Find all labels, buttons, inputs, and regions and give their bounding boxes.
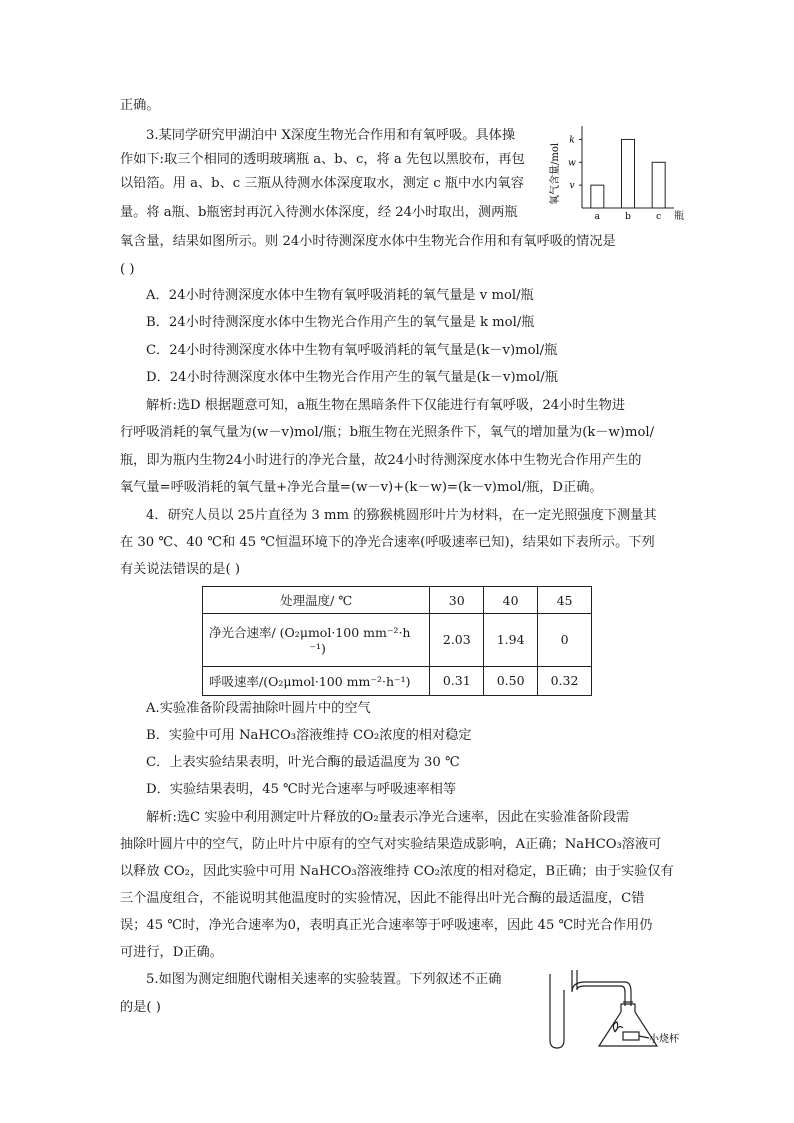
table-header-row	[203, 587, 592, 614]
explanation-text: 抽除叶圆片中的空气，防止叶片中原有的空气对实验结果造成影响，A正确；NaHCO₃溶液可	[120, 837, 662, 852]
question-4-stem: 4．研究人员以 25片直径为 3 mm 的猕猴桃圆形叶片为材料，在一定光照强度下测量其	[146, 508, 657, 523]
data-table	[202, 586, 592, 696]
table-row-label: 呼吸速率/(O₂μmol·100 mm⁻²·h⁻¹)	[203, 666, 430, 695]
y-tick-label: w	[568, 158, 576, 169]
table-cell: 1.94	[484, 614, 538, 666]
connecting-tube	[577, 970, 625, 1006]
option-d: D．实验结果表明，45 ℃时光合速率与呼吸速率相等	[146, 782, 457, 797]
explanation-text: 三个温度组合，不能说明其他温度时的实验情况，因此不能得出叶光合酶的最适温度，C错	[120, 891, 645, 906]
explanation-text: 瓶，即为瓶内生物24小时进行的净光合量，故24小时待测深度水体中生物光合作用产生的	[120, 453, 642, 468]
question-5-stem: 5.如图为测定细胞代谢相关速率的实验装置。下列叙述不正确	[146, 972, 502, 987]
option-b: B．24小时待测深度水体中生物光合作用产生的氧气量是 k mol/瓶	[146, 315, 535, 330]
table-row-label	[203, 614, 430, 666]
x-tick-label: a	[594, 212, 601, 222]
answer-blank: ( )	[120, 262, 135, 277]
leaf-sample	[613, 1022, 623, 1032]
y-tick-label: v	[569, 181, 575, 192]
small-beaker-label: 小烧杯	[649, 1034, 679, 1045]
connecting-tube-outer	[572, 970, 631, 1006]
row-label-line: 净光合速率/ (O₂μmol·100 mm⁻²·h	[209, 625, 411, 641]
bar-a	[591, 185, 604, 208]
apparatus-figure	[545, 962, 695, 1058]
text-line: 氧含量，结果如图所示。则 24小时待测深度水体中生物光合作用和有氧呼吸的情况是	[120, 234, 616, 249]
option-a: A．24小时待测深度水体中生物有氧呼吸消耗的氧气量是 v mol/瓶	[146, 288, 534, 303]
explanation-text: 行呼吸消耗的氧气量为(w－v)mol/瓶；b瓶生物在光照条件下，氧气的增加量为(k－w)mol/	[120, 425, 655, 440]
table-header-cell: 处理温度/ ℃	[203, 587, 430, 614]
text-line: 有关说法错误的是( )	[120, 562, 240, 577]
text-line: 以铅箔。用 a、b、c 三瓶从待测水体深度取水，测定 c 瓶中水内氧容	[120, 176, 524, 191]
text-line: 的是( )	[120, 1000, 161, 1015]
label-pointer	[639, 1036, 649, 1038]
table-cell: 0.31	[430, 666, 484, 695]
table-cell: 2.03	[430, 614, 484, 666]
text-line: 在 30 ℃、40 ℃和 45 ℃恒温环境下的净光合速率(呼吸速率已知)，结果如下表所示。下列	[120, 535, 655, 550]
table-header-cell: 30	[430, 587, 484, 614]
y-axis-label: 氧气含量/mol	[550, 142, 561, 206]
table-row	[203, 666, 592, 695]
explanation-text: 氧气量=呼吸消耗的氧气量+净光合量=(w－v)+(k－w)=(k－v)mol/瓶，D正确。	[120, 480, 603, 495]
explanation-text: 误；45 ℃时，净光合速率为0，表明真正光合速率等于呼吸速率，因此 45 ℃时光合作用仍	[120, 918, 653, 933]
explanation-text: 可进行，D正确。	[120, 945, 223, 960]
option-b: B．实验中可用 NaHCO₃溶液维持 CO₂浓度的相对稳定	[146, 728, 472, 743]
explanation-text: 解析:选D 根据题意可知，a瓶生物在黑暗条件下仅能进行有氧呼吸，24小时生物进	[146, 398, 626, 413]
bar-b	[622, 139, 635, 208]
option-c: C．24小时待测深度水体中生物有氧呼吸消耗的氧气量是(k－v)mol/瓶	[146, 343, 558, 358]
table-cell: 0.32	[538, 666, 592, 695]
text-line: 作如下:取三个相同的透明玻璃瓶 a、b、c，将 a 先包以黑胶布，再包	[120, 152, 525, 167]
x-tick-label: c	[656, 212, 662, 222]
oxygen-bar-chart	[548, 122, 690, 226]
table-header-cell: 45	[538, 587, 592, 614]
text-line: 量。将 a瓶、b瓶密封再沉入待测水体深度，经 24小时取出，测两瓶	[120, 205, 518, 220]
bar-c	[652, 162, 665, 208]
table-cell: 0	[538, 614, 592, 666]
x-axis-unit: 瓶	[674, 211, 684, 222]
table-header-cell: 40	[484, 587, 538, 614]
table-row	[203, 614, 592, 666]
u-tube-left	[550, 974, 564, 1048]
text-line: 正确。	[120, 98, 160, 113]
row-label-line: ⁻¹)	[309, 641, 326, 657]
explanation-text: 解析:选C 实验中利用测定叶片释放的O₂量表示净光合速率，因此在实验准备阶段需	[146, 810, 630, 825]
y-tick-label: k	[569, 135, 575, 146]
x-tick-label: b	[625, 212, 631, 222]
option-d: D．24小时待测深度水体中生物光合作用产生的氧气量是(k－v)mol/瓶	[146, 370, 558, 385]
table-cell: 0.50	[484, 666, 538, 695]
question-3-stem: 3.某同学研究甲湖泊中 X深度生物光合作用和有氧呼吸。具体操	[146, 128, 516, 143]
option-a: A.实验准备阶段需抽除叶圆片中的空气	[146, 701, 371, 716]
explanation-text: 以释放 CO₂，因此实验中可用 NaHCO₃溶液维持 CO₂浓度的相对稳定，B正确；由于实验仅有	[120, 864, 674, 879]
option-c: C．上表实验结果表明，叶光合酶的最适温度为 30 ℃	[146, 755, 460, 770]
small-beaker	[623, 1032, 639, 1040]
